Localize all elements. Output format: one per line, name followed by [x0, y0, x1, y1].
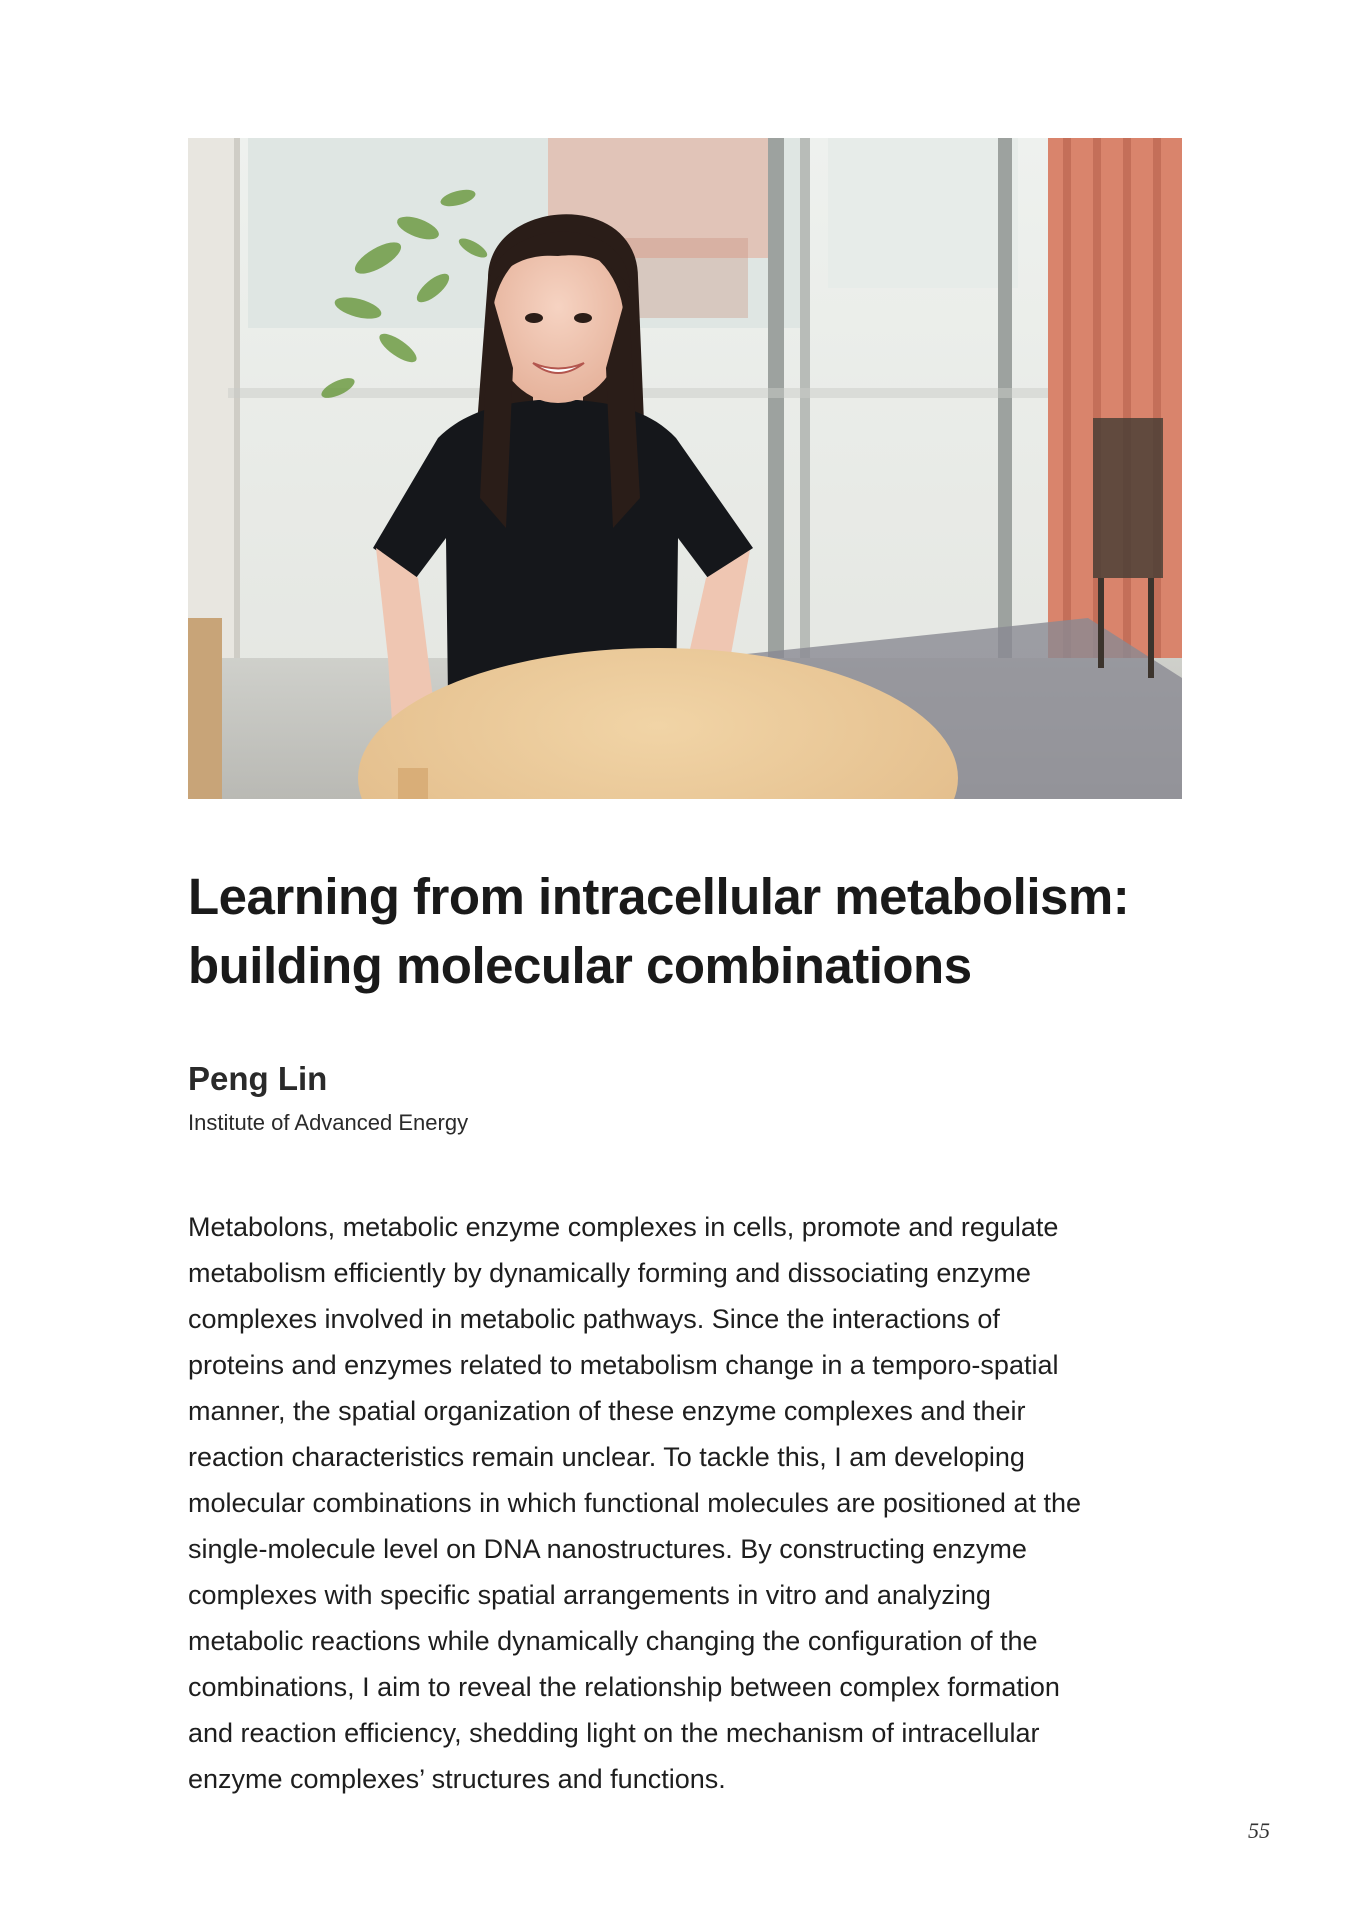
body-line: complexes with specific spatial arrangements in vitro and analyzing: [188, 1580, 991, 1610]
body-line: reaction characteristics remain unclear. To tackle this, I am developing: [188, 1442, 1025, 1472]
body-line: and reaction efficiency, shedding light on the mechanism of intracellular: [188, 1718, 1040, 1748]
body-line: single-molecule level on DNA nanostructures. By constructing enzyme: [188, 1534, 1027, 1564]
body-line: combinations, I aim to reveal the relationship between complex formation: [188, 1672, 1060, 1702]
body-line: metabolism efficiently by dynamically forming and dissociating enzyme: [188, 1258, 1031, 1288]
portrait-photo: [188, 138, 1182, 799]
title-line-1: Learning from intracellular metabolism:: [188, 868, 1130, 925]
body-line: molecular combinations in which functional molecules are positioned at the: [188, 1488, 1081, 1518]
body-line: metabolic reactions while dynamically changing the configuration of the: [188, 1626, 1038, 1656]
portrait-illustration: [188, 138, 1182, 799]
body-line: enzyme complexes’ structures and functions.: [188, 1764, 726, 1794]
title-line-2: building molecular combinations: [188, 937, 972, 994]
article-body: [188, 1204, 1188, 1802]
body-line: Metabolons, metabolic enzyme complexes in cells, promote and regulate: [188, 1212, 1059, 1242]
body-line: manner, the spatial organization of these enzyme complexes and their: [188, 1396, 1026, 1426]
body-line: proteins and enzymes related to metabolism change in a temporo-spatial: [188, 1350, 1059, 1380]
author-name: Peng Lin: [188, 1060, 328, 1097]
page-number: 55: [1248, 1818, 1270, 1843]
article-title: [188, 862, 1188, 1000]
author-affiliation: Institute of Advanced Energy: [188, 1110, 469, 1135]
body-line: complexes involved in metabolic pathways. Since the interactions of: [188, 1304, 1000, 1334]
